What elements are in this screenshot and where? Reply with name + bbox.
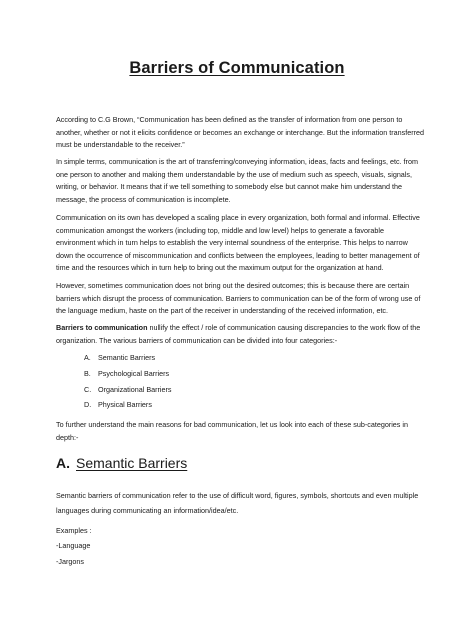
paragraph-organization: Communication on its own has developed a scaling place in every organization, both formal and informal. Effective communication amongst the workers (including top, middle and low level) helps to generate a favorable environment which in turn helps to establish the very internal soundness of the enterprise. This helps to narrow down the occurrence of miscommunication and conflicts between the employees, leading to better management of time and the resources which in turn help to bring out the maximum output for the organization at hand. — [56, 213, 420, 273]
paragraph-definition: According to C.G Brown, “Communication has been defined as the transfer of information from one person to another, whether or not it elicits confidence or becomes an exchange or interchange. But the information transferred must be understandable to the receiver.” — [56, 115, 424, 150]
list-item: D. Physical Barriers — [84, 400, 152, 410]
example-item-language: -Language — [56, 541, 91, 550]
barrier-category-list — [84, 352, 172, 415]
example-item-jargons: -Jargons — [56, 557, 84, 566]
list-item: C. Organizational Barriers — [84, 384, 172, 394]
barriers-bold-term: Barriers to communication — [56, 323, 148, 332]
paragraph-outcomes: However, sometimes communication does not bring out the desired outcomes; this is because there are certain barriers which disrupt the process of communication. Barriers to communication can be of the form of wrong use of the language medium, haste on the part of the receiver in understanding of the received information, etc. — [56, 281, 421, 316]
list-item: B. Psychological Barriers — [84, 368, 170, 378]
barriers-intro-text: nullify the effect / role of communication causing discrepancies to the work flow of the organization. The various barriers of communication can be divided into four categories:- — [56, 323, 421, 345]
section-heading-semantic: A. Semantic Barriers — [56, 455, 188, 471]
paragraph-semantic-definition: Semantic barriers of communication refer to the use of difficult word, figures, symbols, shortcuts and even multiple languages during communicating an information/idea/etc. — [56, 491, 419, 515]
paragraph-barriers-intro — [56, 322, 424, 347]
page-title: Barriers of Communication — [129, 59, 345, 77]
paragraph-sub-categories: To further understand the main reasons for bad communication, let us look into each of these sub-categories in depth:- — [56, 420, 408, 442]
examples-heading: Examples : — [56, 526, 92, 535]
list-item: A. Semantic Barriers — [84, 353, 156, 362]
paragraph-simple-terms: In simple terms, communication is the art of transferring/conveying information, ideas, facts and feelings, etc. from one person to another and making them understandable by the use of medium such as speech, visuals, signals, writing, or behavior. It means that if we tell something to somebody else but cannot make him understand the message, the process of communication is incomplete. — [56, 157, 418, 204]
